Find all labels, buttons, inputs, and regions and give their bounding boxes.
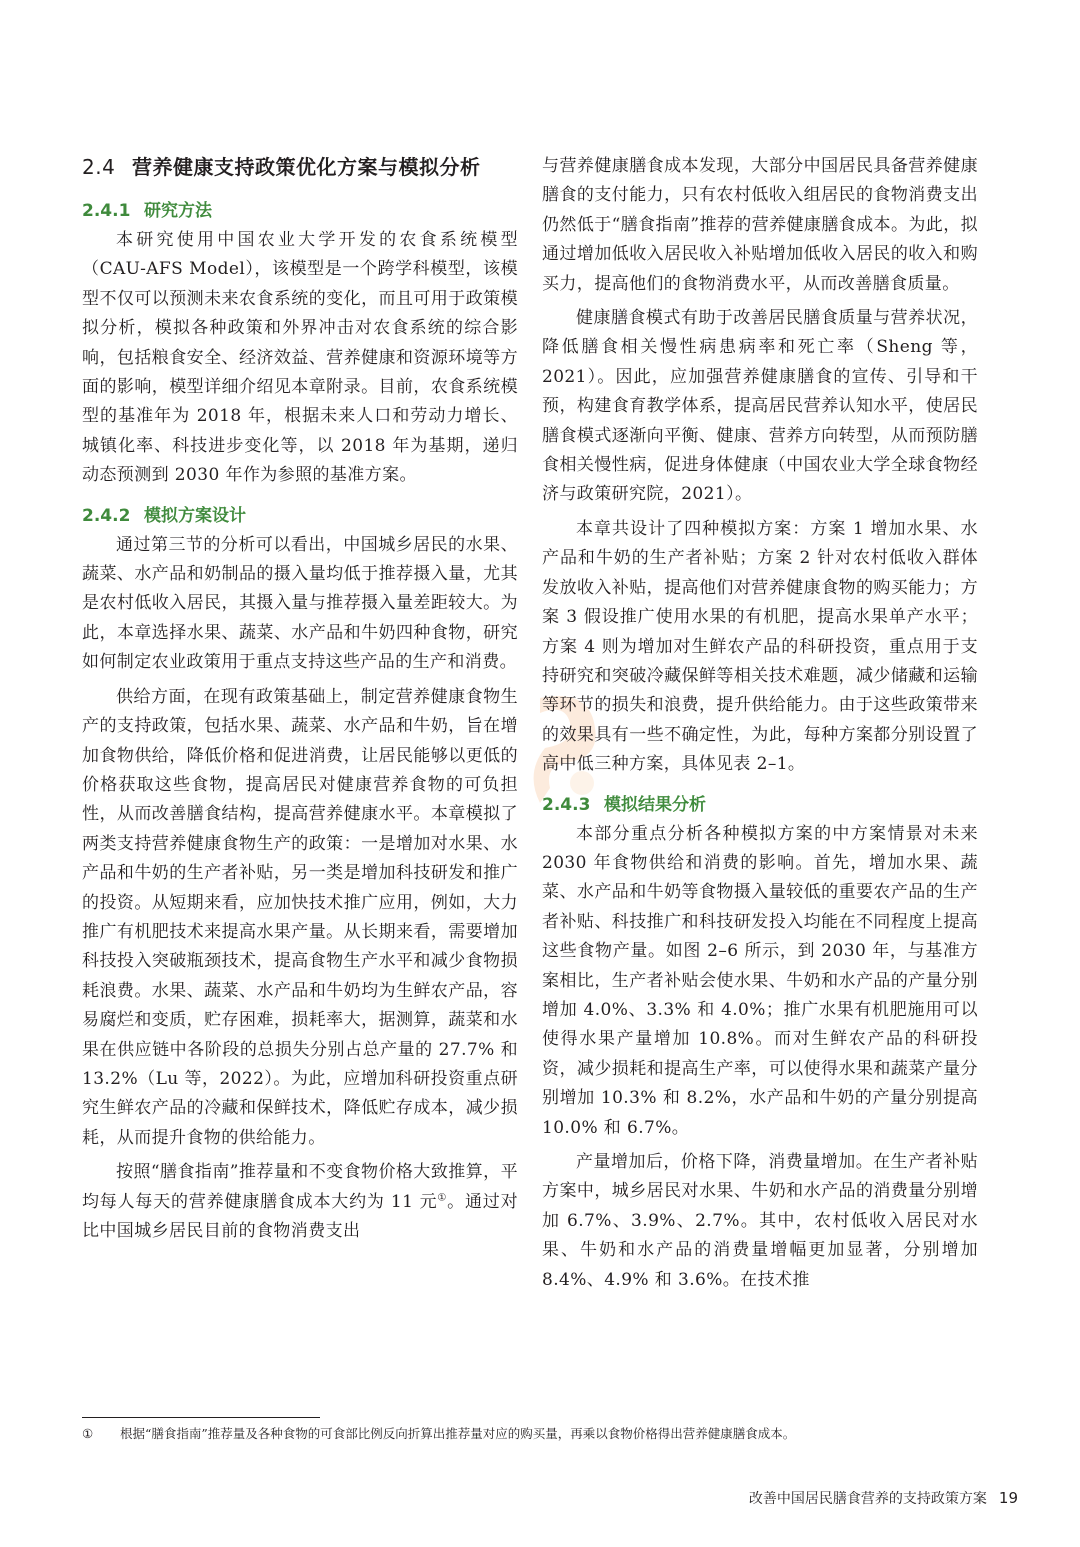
section-heading (82, 148, 518, 186)
paragraph: 健康膳食模式有助于改善居民膳食质量与营养状况，降低膳食相关慢性病患病率和死亡率（Sheng 等，2021）。因此，应加强营养健康膳食的宣传、引导和干预，构建食育教学体系，提高居民营养认知水平，使居民膳食模式逐渐向平衡、健康、营养方向转型，从而预防膳食相关慢性病，促进身体健康（中国农业大学全球食物经济与政策研究院，2021）。 (542, 308, 978, 505)
section-number: 2.4 (82, 155, 116, 179)
subsection-number: 2.4.3 (542, 794, 591, 815)
paragraph: 通过第三节的分析可以看出，中国城乡居民的水果、蔬菜、水产品和奶制品的摄入量均低于推荐摄入量，尤其是农村低收入居民，其摄入量与推荐摄入量差距较大。为此，本章选择水果、蔬菜、水产品和牛奶四种食物，研究如何制定农业政策用于重点支持这些产品的生产和消费。 (82, 534, 518, 673)
subsection-title: 模拟方案设计 (144, 505, 246, 526)
right-column (542, 152, 978, 1295)
subsection-heading-results-analysis (542, 790, 978, 820)
footnote-mark: ① (82, 1426, 94, 1441)
paragraph-text-continued-right: 与营养健康膳食成本发现，大部分中国居民具备营养健康膳食的支付能力，只有农村低收入组居民的食物消费支出仍然低于“膳食指南”推荐的营养健康膳食成本。为此，拟通过增加低收入居民收入补贴增加低收入居民的收入和购买力，提高他们的食物消费水平，从而改善膳食质量。 (542, 156, 978, 294)
footnote-text: 根据“膳食指南”推荐量及各种食物的可食部比例反向折算出推荐量对应的购买量，再乘以食物价格得出营养健康膳食成本。 (120, 1426, 796, 1441)
paragraph: 产量增加后，价格下降，消费量增加。在生产者补贴方案中，城乡居民对水果、牛奶和水产品的消费量分别增加 6.7%、3.9%、2.7%。其中，农村低收入居民对水果、牛奶和水产品的消费量增幅更加显著，分别增加 8.4%、4.9% 和 3.6%。在技术推 (542, 1152, 978, 1290)
subsection-number: 2.4.1 (82, 201, 131, 221)
running-title: 改善中国居民膳食营养的支持政策方案 (748, 1491, 987, 1507)
paragraph-continued (542, 152, 978, 299)
subsection-number: 2.4.2 (82, 505, 131, 526)
paragraph: 本章共设计了四种模拟方案：方案 1 增加水果、水产品和牛奶的生产者补贴；方案 2 针对农村低收入群体发放收入补贴，提高他们对营养健康食物的购买能力；方案 3 假设推广使用水果的有机肥，提高水果单产水平；方案 4 则为增加对生鲜农产品的科研投资，重点用于支持研究和突破冷藏保鲜等相关技术难题，减少储藏和运输等环节的损失和浪费，提升供给能力。由于这些政策带来的效果具有一些不确定性，为此，每种方案都分别设置了高中低三种方案，具体见表 2–1。 (542, 518, 978, 775)
paragraph-text-continued: 。通过对比中国城乡居民目前的食物消费支出 (82, 1191, 518, 1241)
page-number: 19 (998, 1489, 1018, 1507)
paragraph: 供给方面，在现有政策基础上，制定营养健康食物生产的支持政策，包括水果、蔬菜、水产品和牛奶，旨在增加食物供给，降低价格和促进消费，让居民能够以更低的价格获取这些食物，提高居民对健康营养食物的可负担性，从而改善膳食结构，提高营养健康水平。本章模拟了两类支持营养健康食物生产的政策：一是增加对水果、水产品和牛奶的生产者补贴，另一类是增加科技研发和推广的投资。从短期来看，应加快技术推广应用，例如，大力推广有机肥技术来提高水果产量。从长期来看，需要增加科技投入突破瓶颈技术，提高食物生产水平和减少食物损耗浪费。水果、蔬菜、水产品和牛奶均为生鲜农产品，容易腐烂和变质，贮存困难，损耗率大，据测算，蔬菜和水果在供应链中各阶段的总损失分别占总产量的 27.7% 和 13.2%（Lu 等，2022）。为此，应增加科研投资重点研究生鲜农产品的冷藏和保鲜技术，降低贮存成本，减少损耗，从而提升食物的供给能力。 (82, 686, 518, 1148)
paragraph (82, 1158, 518, 1246)
left-column (82, 148, 518, 1246)
subsection-heading-research-methods (82, 196, 518, 226)
footnote (82, 1424, 1002, 1444)
subsection-title: 研究方法 (144, 201, 212, 221)
footnote-reference[interactable]: ① (437, 1191, 448, 1203)
subsection-heading-scenario-design (82, 501, 518, 531)
paragraph: 本研究使用中国农业大学开发的农食系统模型（CAU-AFS Model），该模型是一个跨学科模型，该模型不仅可以预测未来农食系统的变化，而且可用于政策模拟分析，模拟各种政策和外界冲击对农食系统的综合影响，包括粮食安全、经济效益、营养健康和资源环境等方面的影响，模型详细介绍见本章附录。目前，农食系统模型的基准年为 2018 年，根据未来人口和劳动力增长、城镇化率、科技进步变化等，以 2018 年为基期，递归动态预测到 2030 年作为参照的基准方案。 (82, 230, 518, 486)
page-footer (749, 1488, 1018, 1508)
paragraph: 本部分重点分析各种模拟方案的中方案情景对未来 2030 年食物供给和消费的影响。首先，增加水果、蔬菜、水产品和牛奶等食物摄入量较低的重要农产品的生产者补贴、科技推广和科技研发投入均能在不同程度上提高这些食物产量。如图 2–6 所示，到 2030 年，与基准方案相比，生产者补贴会使水果、牛奶和水产品的产量分别增加 4.0%、3.3% 和 4.0%；推广水果有机肥施用可以使得水果产量增加 10.8%。而对生鲜农产品的科研投资，减少损耗和提高生产率，可以使得水果和蔬菜产量分别增加 10.3% 和 8.2%，水产品和牛奶的产量分别提高 10.0% 和 6.7%。 (542, 823, 978, 1138)
subsection-title: 模拟结果分析 (604, 794, 706, 815)
paragraph-text: 按照“膳食指南”推荐量和不变食物价格大致推算，平均每人每天的营养健康膳食成本大约为 11 元 (82, 1162, 518, 1212)
footnote-divider (82, 1417, 320, 1418)
section-title: 营养健康支持政策优化方案与模拟分析 (132, 155, 481, 179)
